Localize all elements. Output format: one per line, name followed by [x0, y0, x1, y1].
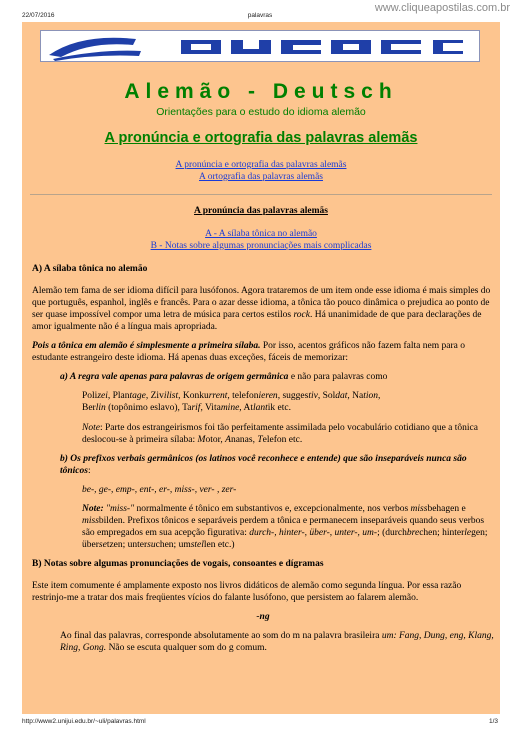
- rule-b: b) Os prefixos verbais germânicos (os latinos você reconhece e entende) que são inseparáveis nunca são tônicos:: [60, 454, 467, 476]
- rule-a: a) A regra vale apenas para palavras de origem germânica e não para palavras como: [60, 372, 388, 382]
- print-url: http://www2.unijui.edu.br/~uli/palavras.html: [22, 718, 146, 725]
- paragraph-b-intro: Este item comumente é amplamente exposto nos livros didáticos de alemão como segunda língua. Por essa razão restrinjo-me a tratar dos mais freqüentes vícios do falante lusófono, que persistem ao falarem alemão.: [32, 581, 462, 603]
- toc-link-pronuncia[interactable]: A pronúncia e ortografia das palavras alemãs: [175, 160, 347, 170]
- note-2: Note: "miss-" normalmente é tônico em substantivos e, excepcionalmente, nos verbos missbehagen e missbilden. Prefixos tônicos e separáveis perdem a tônica e permanecem inseparáveis quando seus verbos são empregados em sua acepção figurativa: durch-, hinter-, über-, unter-, um-; (durchbrechen; hinterlegen; übersetzen; untersuchen; umstellen etc.): [82, 504, 488, 550]
- sub-table-of-contents: [22, 228, 500, 252]
- print-page-number: 1/3: [488, 718, 498, 725]
- prefix-list: be-, ge-, emp-, ent-, er-, miss-, ver- , zer-: [82, 485, 237, 495]
- ng-paragraph: Ao final das palavras, corresponde absolutamente ao som do m na palavra brasileira um: Fang, Dung, eng, Klang, Ring, Gong. Não se escuta qualquer som do g comum.: [60, 631, 494, 653]
- ng-heading: -ng: [256, 612, 270, 622]
- section-title: A pronúncia das palavras alemãs: [194, 206, 328, 216]
- toc-link-ortografia[interactable]: A ortografia das palavras alemãs: [199, 172, 323, 182]
- print-title: palavras: [247, 12, 273, 19]
- sub-toc-link-a[interactable]: A - A sílaba tônica no alemão: [205, 229, 317, 239]
- sub-toc-link-b[interactable]: B - Notas sobre algumas pronunciações mais complicadas: [150, 241, 372, 251]
- paragraph-rule: Pois a tônica em alemão é simplesmente a primeira sílaba. Por isso, acentos gráficos não fazem falta nem para o estudante estrangeiro deste idioma. Há apenas duas exceções, fáceis de memorizar:: [32, 341, 465, 363]
- print-date: 22/07/2016: [22, 12, 55, 19]
- section-heading: A pronúncia e ortografia das palavras alemãs: [104, 130, 418, 146]
- paragraph-intro: Alemão tem fama de ser idioma difícil para lusófonos. Agora trataremos de um item onde esse idioma é mais simples do que português, espanhol, inglês e francês. Para o azar desse idioma, a tônica tão pouco dinâmica o prejudica ao ponto de ser quase impossível compor uma letra de música para certos estilos rock. Há unanimidade de que para declarações de amor igualmente não é a língua mais apropriada.: [32, 286, 491, 332]
- subsection-b-title: B) Notas sobre algumas pronunciações de vogais, consoantes e dígramas: [32, 559, 324, 569]
- note-1: Note: Parte dos estrangeirismos foi tão perfeitamente assimilada pelo vocabulário cotidiano que a tônica deslocou-se à primeira sílaba: Motor, Ananas, Telefon etc.: [82, 423, 478, 445]
- page-body: [22, 22, 500, 714]
- word-examples: Polizei, Plantage, Zivilist, Konkurrent, telefonieren, suggestiv, Soldat, Nation, Berlin (topônimo eslavo), Tarif, Vitamine, Atlantik etc.: [82, 391, 381, 413]
- divider: [30, 194, 492, 195]
- watermark: www.cliqueapostilas.com.br: [374, 2, 510, 14]
- article-content: [32, 263, 494, 661]
- page-subtitle: Orientações para o estudo do idioma alemão: [156, 106, 366, 118]
- banner-logo: [40, 30, 480, 62]
- page-title: Alemão - Deutsch: [124, 80, 398, 103]
- subsection-a-title: A) A sílaba tônica no alemão: [32, 264, 148, 274]
- table-of-contents: [22, 159, 500, 183]
